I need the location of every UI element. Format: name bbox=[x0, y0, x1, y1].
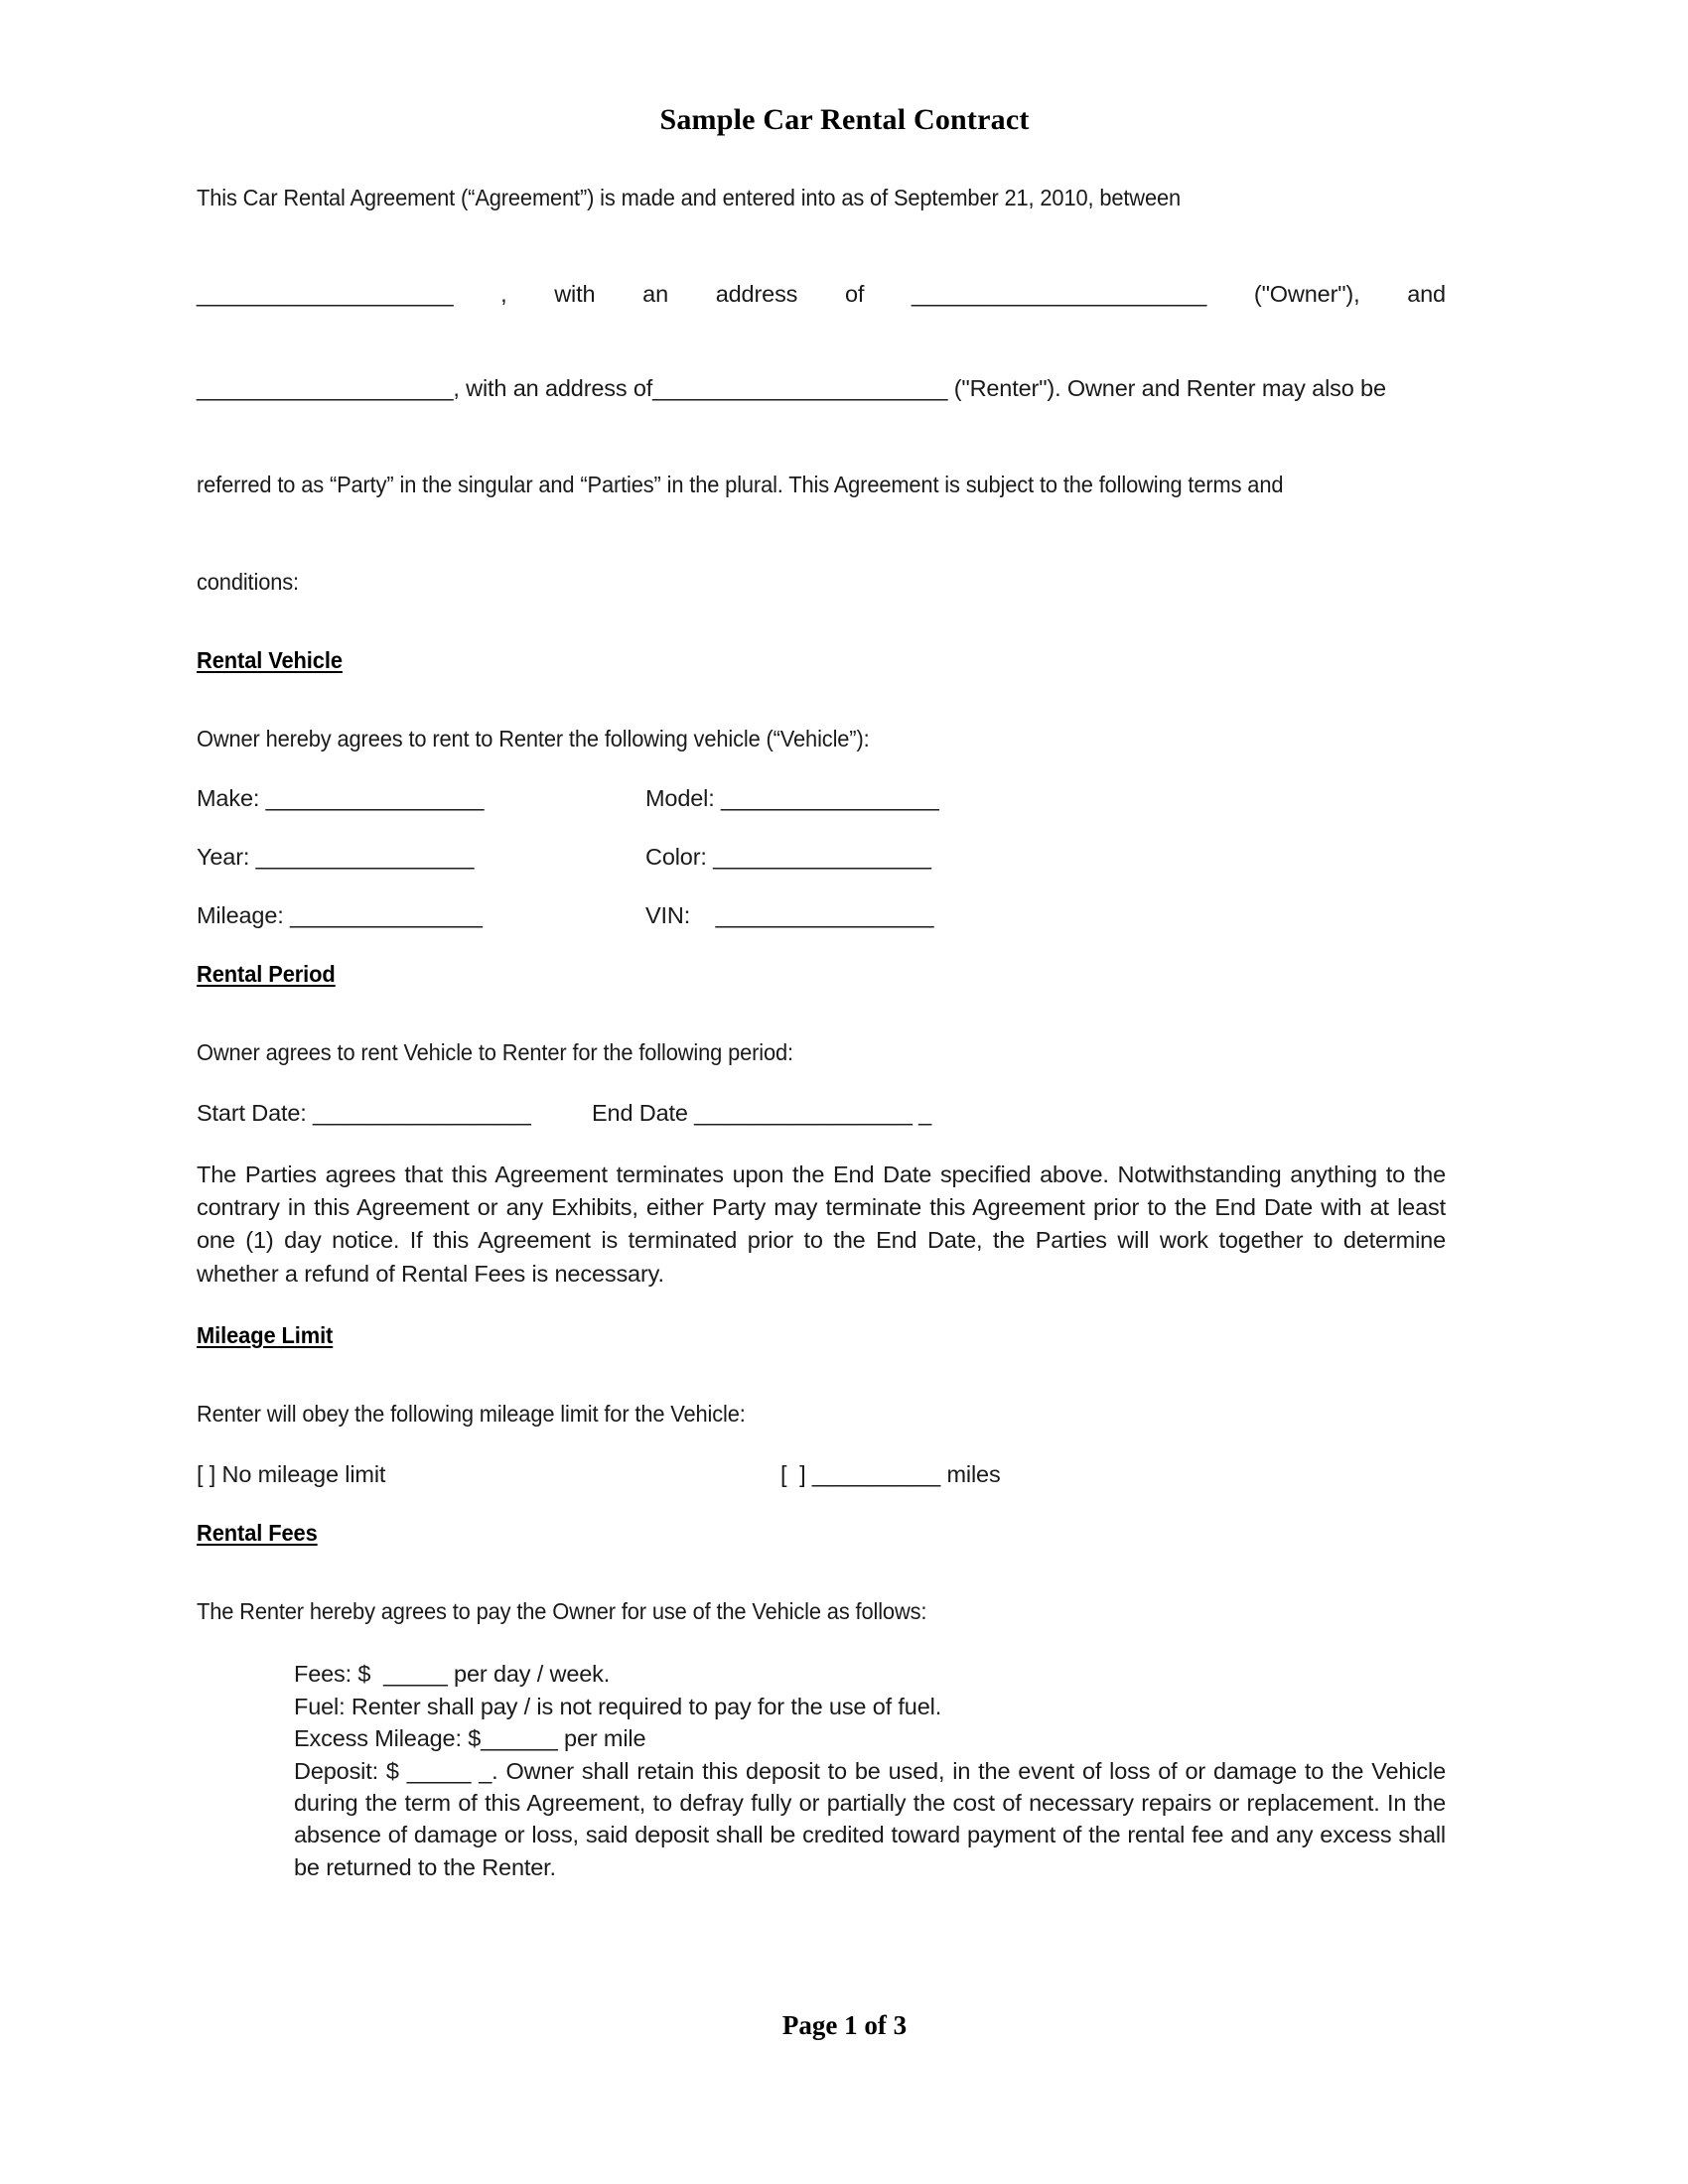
intro-line-1: This Car Rental Agreement (“Agreement”) is made and entered into as of September 21, 2010, between bbox=[197, 185, 1182, 210]
fee-item-excess-mileage[interactable]: Excess Mileage: $______ per mile bbox=[294, 1725, 646, 1752]
section-rental-vehicle bbox=[197, 647, 1492, 674]
intro-line-4: referred to as “Party” in the singular and “Parties” in the plural. This Agreement is subject to the following terms and bbox=[197, 471, 1284, 497]
rental-period-dates-row bbox=[197, 1100, 1446, 1127]
owner-comma: , bbox=[500, 280, 507, 307]
rental-period-intro: Owner agrees to rent Vehicle to Renter for the following period: bbox=[197, 1039, 793, 1066]
owner-party-line bbox=[197, 281, 1446, 308]
heading-rental-vehicle: Rental Vehicle bbox=[197, 646, 343, 673]
fees-list bbox=[294, 1658, 1446, 1883]
field-color[interactable]: Color: _________________ bbox=[645, 844, 931, 871]
section-rental-fees bbox=[197, 1520, 1492, 1547]
fee-item-fees[interactable]: Fees: $ _____ per day / week. bbox=[294, 1661, 611, 1688]
fee-item-fuel[interactable]: Fuel: Renter shall pay / is not required to pay for the use of fuel. bbox=[294, 1693, 942, 1719]
heading-rental-fees: Rental Fees bbox=[197, 1519, 318, 1546]
vehicle-field-row bbox=[197, 902, 1446, 929]
field-year[interactable]: Year: _________________ bbox=[197, 844, 475, 871]
document-body bbox=[197, 183, 1492, 1883]
intro-line-5: conditions: bbox=[197, 569, 299, 596]
owner-word-of: of bbox=[845, 280, 865, 307]
checkbox-mileage-limit-value[interactable]: [ ] __________ miles bbox=[780, 1460, 1001, 1487]
checkbox-no-mileage-limit[interactable]: [ ] No mileage limit bbox=[197, 1460, 386, 1487]
owner-word-an: an bbox=[642, 280, 668, 307]
paper-sheet bbox=[197, 0, 1492, 2184]
owner-word-and: and bbox=[1407, 280, 1446, 307]
heading-mileage-limit: Mileage Limit bbox=[197, 1322, 334, 1349]
owner-label: ("Owner"), bbox=[1253, 280, 1360, 307]
renter-party-line[interactable]: ____________________, with an address of_______________________ ("Renter"). Owner and Renter may also be bbox=[197, 374, 1386, 401]
owner-name-blank[interactable]: ____________________ bbox=[197, 280, 454, 307]
field-start-date[interactable]: Start Date: _________________ bbox=[197, 1099, 531, 1126]
mileage-limit-intro: Renter will obey the following mileage limit for the Vehicle: bbox=[197, 1401, 746, 1428]
owner-word-with: with bbox=[554, 280, 596, 307]
field-make[interactable]: Make: _________________ bbox=[197, 785, 485, 812]
field-end-date[interactable]: End Date _________________ _ bbox=[592, 1099, 932, 1126]
owner-word-address: address bbox=[715, 280, 798, 307]
owner-address-blank[interactable]: _______________________ bbox=[912, 280, 1207, 307]
mileage-options-row bbox=[197, 1461, 1446, 1488]
vehicle-field-row bbox=[197, 785, 1446, 812]
vehicle-field-row bbox=[197, 844, 1446, 871]
rental-period-terms: The Parties agrees that this Agreement terminates upon the End Date specified above. Notwithstanding anything to the contrary in this Agreement or any Exhibits, either Party may terminate this Agreement prior to the End Date with at least one (1) day notice. If this Agreement is terminated prior to the End Date, the Parties will work together to determine whether a refund of Rental Fees is necessary. bbox=[197, 1160, 1446, 1287]
rental-vehicle-intro: Owner hereby agrees to rent to Renter the following vehicle (“Vehicle”): bbox=[197, 725, 870, 751]
page-title: Sample Car Rental Contract bbox=[659, 103, 1030, 136]
section-rental-period bbox=[197, 961, 1492, 988]
field-model[interactable]: Model: _________________ bbox=[645, 785, 939, 812]
section-mileage-limit bbox=[197, 1322, 1492, 1349]
rental-fees-intro: The Renter hereby agrees to pay the Owner for use of the Vehicle as follows: bbox=[197, 1597, 927, 1624]
field-vin[interactable]: VIN: _________________ bbox=[645, 902, 934, 929]
heading-rental-period: Rental Period bbox=[197, 961, 336, 988]
fee-item-deposit[interactable]: Deposit: $ _____ _. Owner shall retain this deposit to be used, in the event of loss of or damage to the Vehicle during the term of this Agreement, to defray fully or partially the cost of necessary repairs or replacement. In the absence of damage or loss, said deposit shall be credited toward payment of the rental fee and any excess shall be returned to the Renter. bbox=[294, 1757, 1446, 1880]
field-mileage[interactable]: Mileage: _______________ bbox=[197, 902, 483, 929]
page-footer: Page 1 of 3 bbox=[781, 2010, 908, 2040]
